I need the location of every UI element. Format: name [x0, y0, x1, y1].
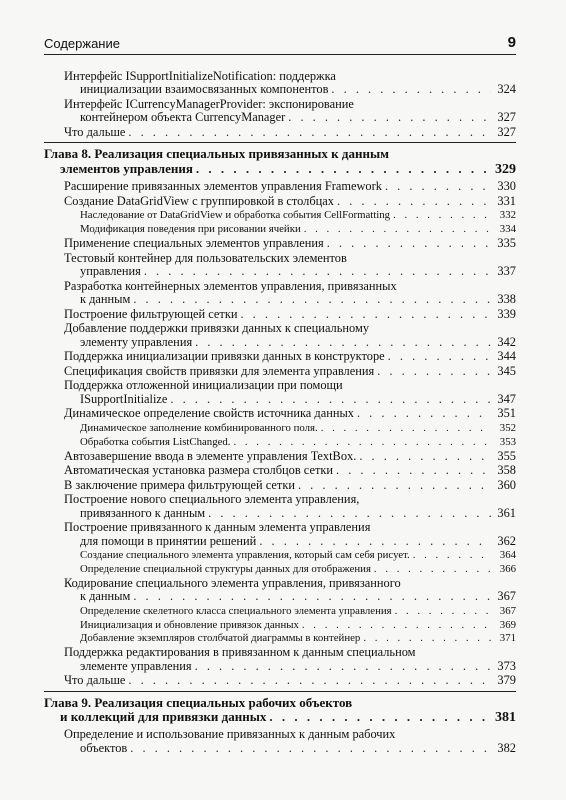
- toc-entry-text: к данным: [80, 589, 131, 604]
- toc-entry-text: элементов управления: [60, 160, 193, 176]
- toc-entry-text: объектов: [80, 740, 128, 755]
- dot-leader: [133, 293, 491, 306]
- toc-page-number: 369: [499, 618, 516, 631]
- toc-entry-text: Определение специальной структуры данных для отображения: [80, 563, 371, 576]
- toc-entry-text: Автоматическая установка размера столбцов сетки: [64, 463, 334, 478]
- toc-entry: [44, 252, 516, 279]
- dot-leader: [302, 619, 491, 632]
- toc-entry: [44, 464, 516, 477]
- toc-entry-text: Добавление экземпляров столбчатой диаграммы в контейнер: [80, 632, 361, 645]
- toc-entry-text: Спецификация свойств привязки для элемента управления: [64, 363, 375, 378]
- toc-entry-text: Динамическое определение свойств источника данных: [64, 406, 354, 421]
- toc-entry-text: Построение фильтрующей сетки: [64, 306, 238, 321]
- toc-entry-text: Применение специальных элементов управления: [64, 235, 324, 250]
- dot-leader: [259, 535, 491, 548]
- toc-entry-text: Модификация поведения при рисовании ячейки: [80, 223, 301, 236]
- toc-page-number: 366: [499, 563, 516, 576]
- toc-page-number: 324: [497, 82, 516, 97]
- toc-page-number: 381: [495, 710, 516, 725]
- dot-leader: [170, 393, 491, 406]
- toc-entry-text: для помощи в принятии решений: [80, 533, 257, 548]
- toc-entry-text: Разработка контейнерных элементов управления, привязанных: [64, 278, 397, 293]
- dot-leader: [234, 436, 492, 449]
- toc-page-number: 338: [497, 291, 516, 306]
- toc-page-number: 344: [497, 349, 516, 364]
- toc-subentry: [44, 549, 516, 562]
- chapter-divider: [44, 691, 516, 692]
- toc-entry-text: Построение нового специального элемента управления,: [64, 492, 360, 507]
- toc-page-number: 331: [497, 193, 516, 208]
- toc-subentry: [44, 223, 516, 236]
- toc-subentry: [44, 209, 516, 222]
- toc-page-number: 358: [497, 463, 516, 478]
- toc-entry: [44, 237, 516, 250]
- toc-page-number: 362: [497, 533, 516, 548]
- toc-page-number: 353: [499, 435, 516, 448]
- dot-leader: [336, 464, 491, 477]
- toc-entry-text: Глава 8. Реализация специальных привязанных к данным: [44, 146, 389, 162]
- toc-entry-text: Определение и использование привязанных к данным рабочих: [64, 727, 396, 742]
- toc-entry-text: привязанного к данным: [80, 505, 206, 520]
- dot-leader: [395, 605, 491, 618]
- toc-entry: [44, 322, 516, 349]
- dot-leader: [321, 422, 491, 435]
- toc-page-number: 330: [497, 179, 516, 194]
- toc-entry: [44, 479, 516, 492]
- toc-entry: [44, 126, 516, 139]
- toc-subentry: [44, 436, 516, 449]
- dot-leader: [327, 237, 491, 250]
- toc-entry-text: Динамическое заполнение комбинированного поля.: [80, 421, 318, 434]
- toc-subentry: [44, 422, 516, 435]
- dot-leader: [128, 674, 491, 687]
- toc-entry-text: контейнером объекта CurrencyManager: [80, 110, 286, 125]
- toc-entry-text: элементе управления: [80, 658, 192, 673]
- dot-leader: [133, 590, 491, 603]
- dot-leader: [374, 563, 491, 576]
- toc-entry: [44, 195, 516, 208]
- dot-leader: [337, 195, 491, 208]
- toc-page-number: 373: [497, 658, 516, 673]
- toc-entry: [44, 646, 516, 673]
- toc-chapter: [44, 691, 516, 726]
- toc-entry: [44, 521, 516, 548]
- dot-leader: [363, 632, 491, 645]
- toc-page-number: 379: [497, 673, 516, 688]
- toc-page-number: 382: [497, 740, 516, 755]
- toc-entry: [44, 70, 516, 97]
- toc-page-number: 345: [497, 363, 516, 378]
- toc-entry-text: Обработка события ListChanged.: [80, 435, 231, 448]
- toc-entry-text: к данным: [80, 291, 131, 306]
- toc-page-number: 337: [497, 263, 516, 278]
- toc-entry: [44, 365, 516, 378]
- toc-page-number: 371: [499, 632, 516, 645]
- toc-entry-text: управления: [80, 263, 141, 278]
- toc-entry-text: Поддержка редактирования в привязанном к данным специальном: [64, 645, 416, 660]
- dot-leader: [359, 450, 491, 463]
- toc-entry-text: Кодирование специального элемента управления, привязанного: [64, 575, 401, 590]
- toc-entry-text: Добавление поддержки привязки данных к специальному: [64, 321, 370, 336]
- toc-entry-text: Наследование от DataGridView и обработка события CellFormatting: [80, 209, 391, 222]
- toc-page-number: 347: [497, 391, 516, 406]
- toc-page-number: 332: [499, 209, 516, 222]
- dot-leader: [240, 308, 491, 321]
- toc-page-number: 367: [497, 589, 516, 604]
- toc-entry: [44, 493, 516, 520]
- toc-page-number: 360: [497, 477, 516, 492]
- dot-leader: [388, 350, 491, 363]
- page-number: 9: [507, 34, 516, 51]
- dot-leader: [413, 549, 491, 562]
- toc-entry-text: Что дальше: [64, 673, 126, 688]
- toc-entry: [44, 350, 516, 363]
- toc-entry-text: Создание специального элемента управления, который сам себя рисует.: [80, 549, 410, 562]
- toc-entry-text: Что дальше: [64, 125, 126, 139]
- toc-page-number: 334: [499, 223, 516, 236]
- dot-leader: [357, 407, 491, 420]
- chapter-divider: [44, 142, 516, 143]
- toc-page-number: 327: [497, 125, 516, 139]
- toc-entry: [44, 98, 516, 125]
- toc-entry: [44, 379, 516, 406]
- toc-subentry: [44, 605, 516, 618]
- toc-page-number: 335: [497, 235, 516, 250]
- dot-leader: [195, 660, 491, 673]
- toc-page-number: 352: [499, 421, 516, 434]
- toc-page-number: 361: [497, 505, 516, 520]
- toc-subentry: [44, 619, 516, 632]
- toc-page-number: 367: [499, 604, 516, 617]
- dot-leader: [288, 111, 491, 124]
- running-header-title: Содержание: [44, 36, 120, 51]
- toc-subentry: [44, 632, 516, 645]
- toc-page-number: 364: [499, 549, 516, 562]
- toc-entry-text: Поддержка отложенной инициализации при помощи: [64, 378, 343, 393]
- toc-entry-text: Интерфейс ICurrencyManagerProvider: экспонирование: [64, 97, 354, 111]
- toc-entry-text: Поддержка инициализации привязки данных в конструкторе: [64, 349, 385, 364]
- dot-leader: [393, 209, 491, 222]
- dot-leader: [298, 479, 491, 492]
- toc-entry: [44, 728, 516, 755]
- toc-page-number: 327: [497, 110, 516, 125]
- toc-entry-text: элементу управления: [80, 334, 193, 349]
- dot-leader: [196, 162, 491, 176]
- toc-entry-text: Построение привязанного к данным элемента управления: [64, 520, 371, 535]
- dot-leader: [144, 265, 491, 278]
- toc-page-number: 355: [497, 448, 516, 463]
- toc-entry-text: Расширение привязанных элементов управления Framework: [64, 179, 382, 194]
- toc-entry: [44, 674, 516, 687]
- toc-entry-text: Тестовый контейнер для пользовательских элементов: [64, 250, 347, 265]
- toc-entry-text: Автозавершение ввода в элементе управления TextBox.: [64, 448, 357, 463]
- dot-leader: [130, 742, 491, 755]
- toc-page-number: 329: [495, 161, 516, 177]
- toc-entry-text: инициализации взаимосвязанных компонентов: [80, 82, 329, 97]
- dot-leader: [208, 507, 491, 520]
- toc-entry-text: и коллекций для привязки данных: [60, 709, 267, 724]
- toc-entry-text: ISupportInitialize: [80, 391, 168, 406]
- toc-entry-text: Интерфейс ISupportInitializeNotification: поддержка: [64, 69, 336, 83]
- table-of-contents: [44, 70, 516, 756]
- toc-entry-text: Инициализация и обновление привязок данных: [80, 618, 299, 631]
- toc-entry: [44, 577, 516, 604]
- dot-leader: [304, 223, 491, 236]
- toc-entry-text: Определение скелетного класса специального элемента управления: [80, 604, 392, 617]
- toc-entry: [44, 450, 516, 463]
- dot-leader: [377, 365, 491, 378]
- toc-chapter: [44, 142, 516, 177]
- toc-entry: [44, 280, 516, 307]
- dot-leader: [385, 180, 491, 193]
- toc-page-number: 351: [497, 406, 516, 421]
- dot-leader: [269, 710, 491, 724]
- dot-leader: [195, 336, 491, 349]
- toc-entry: [44, 308, 516, 321]
- dot-leader: [331, 83, 491, 96]
- toc-entry: [44, 407, 516, 420]
- running-header: [44, 34, 516, 55]
- toc-page-number: 339: [497, 306, 516, 321]
- toc-page-number: 342: [497, 334, 516, 349]
- toc-entry-text: Глава 9. Реализация специальных рабочих объектов: [44, 694, 353, 710]
- dot-leader: [128, 126, 491, 139]
- toc-entry-text: Создание DataGridView с группировкой в столбцах: [64, 193, 334, 208]
- toc-subentry: [44, 563, 516, 576]
- toc-entry-text: В заключение примера фильтрующей сетки: [64, 477, 295, 492]
- toc-entry: [44, 180, 516, 193]
